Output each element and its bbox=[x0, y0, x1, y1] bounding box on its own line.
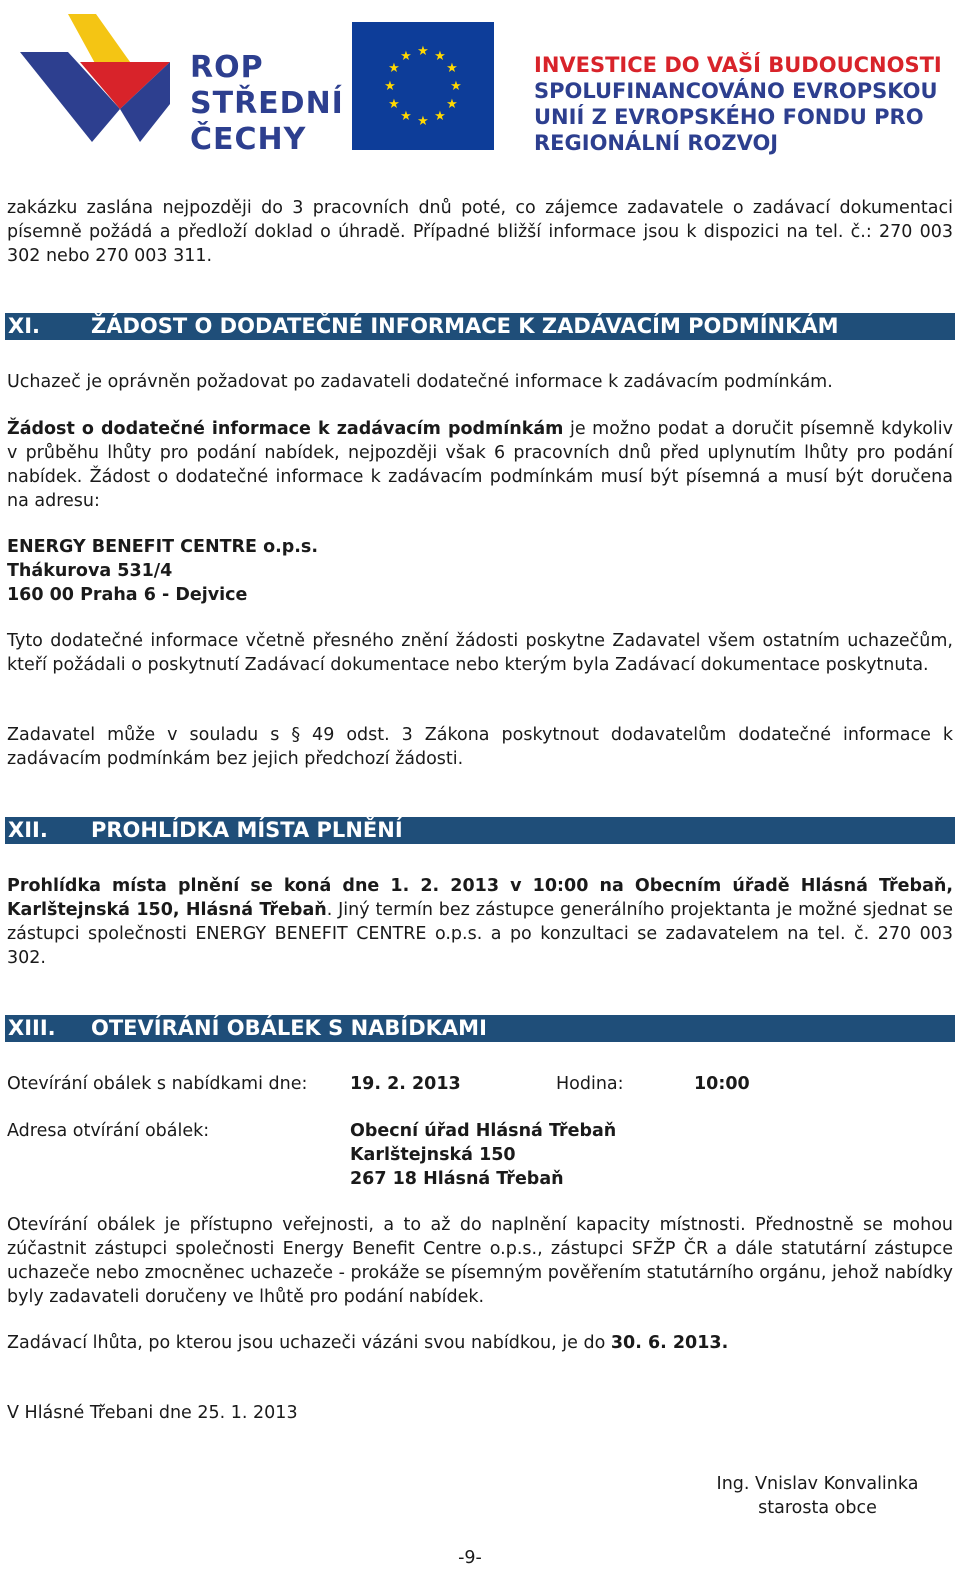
svg-text:★: ★ bbox=[388, 97, 400, 112]
eu-flag-icon bbox=[352, 22, 494, 150]
signature-role: starosta obce bbox=[758, 1498, 877, 1518]
opening-time-value: 10:00 bbox=[694, 1074, 750, 1094]
rop-logo-text: ROP STŘEDNÍ ČECHY bbox=[190, 50, 344, 157]
svg-text:★: ★ bbox=[450, 79, 462, 94]
svg-text:★: ★ bbox=[417, 44, 429, 59]
svg-text:★: ★ bbox=[388, 61, 400, 76]
page-header bbox=[0, 0, 960, 180]
svg-text:★: ★ bbox=[417, 114, 429, 129]
section-xiii-heading: XIII. OTEVÍRÁNÍ OBÁLEK S NABÍDKAMI bbox=[5, 1015, 955, 1042]
place-date: V Hlásné Třebani dne 25. 1. 2013 bbox=[7, 1403, 298, 1423]
opening-address: Obecní úřad Hlásná Třebaň Karlštejnská 150 267 18 Hlásná Třebaň bbox=[350, 1121, 617, 1189]
section-xi-paragraph-3: Tyto dodatečné informace včetně přesného znění žádosti poskytne Zadavatel všem ostatním uchazečům, kteří požádali o poskytnutí Zadávací dokumentace nebo kterým byla Zadávací dokumentace poskytnuta. bbox=[7, 631, 953, 675]
eu-slogan: INVESTICE DO VAŠÍ BUDOUCNOSTI SPOLUFINANCOVÁNO EVROPSKOU UNIÍ Z EVROPSKÉHO FONDU PRO REGIONÁLNÍ ROZVOJ bbox=[534, 53, 942, 155]
svg-text:★: ★ bbox=[384, 79, 396, 94]
section-xi-heading: XI. ŽÁDOST O DODATEČNÉ INFORMACE K ZADÁVACÍM PODMÍNKÁM bbox=[5, 313, 955, 340]
opening-date-label: Otevírání obálek s nabídkami dne: bbox=[7, 1074, 308, 1094]
section-xii-paragraph: Prohlídka místa plnění se koná dne 1. 2. 2013 v 10:00 na Obecním úřadě Hlásná Třebaň, Karlštejnská 150, Hlásná Třebaň. Jiný termín bez zástupce generálního projektanta je možné sjednat se zástupci společnosti ENERGY BENEFIT CENTRE o.p.s. a po konzultaci se zadavatelem na tel. č. 270 003 302. bbox=[7, 876, 953, 968]
section-xii-heading: XII. PROHLÍDKA MÍSTA PLNĚNÍ bbox=[5, 817, 955, 844]
svg-text:★: ★ bbox=[434, 49, 446, 64]
svg-text:★: ★ bbox=[434, 109, 446, 124]
opening-date-value: 19. 2. 2013 bbox=[350, 1074, 461, 1094]
section-xi-paragraph-4: Zadavatel může v souladu s § 49 odst. 3 Zákona poskytnout dodavatelům dodatečné informace k zadávacím podmínkám bez jejich předchozí žádosti. bbox=[7, 725, 953, 769]
intro-paragraph: zakázku zaslána nejpozději do 3 pracovních dnů poté, co zájemce zadavatele o zadávací dokumentaci písemně požádá a předloží doklad o úhradě. Případné bližší informace jsou k dispozici na tel. č.: 270 003 302 nebo 270 003 311. bbox=[7, 198, 953, 266]
signature-name: Ing. Vnislav Konvalinka bbox=[716, 1474, 919, 1494]
svg-text:★: ★ bbox=[400, 109, 412, 124]
section-xiii-paragraph-1: Otevírání obálek je přístupno veřejnosti, a to až do naplnění kapacity místnosti. Přednostně se mohou zúčastnit zástupci společnosti Energy Benefit Centre o.p.s., zástupci SFŽP ČR a dále statutární zástupce uchazeče nebo zmocněnec uchazeče - prokáže se písemným pověřením statutárního orgánu, jehož nabídky byly zadavateli doručeny ve lhůtě pro podání nabídek. bbox=[7, 1215, 953, 1307]
section-xi-address: ENERGY BENEFIT CENTRE o.p.s. Thákurova 531/4 160 00 Praha 6 - Dejvice bbox=[7, 537, 318, 605]
svg-text:★: ★ bbox=[446, 61, 458, 76]
section-xiii-paragraph-2: Zadávací lhůta, po kterou jsou uchazeči vázáni svou nabídkou, je do 30. 6. 2013. bbox=[7, 1333, 729, 1353]
opening-time-label: Hodina: bbox=[556, 1074, 624, 1094]
signature-block bbox=[700, 1472, 935, 1520]
section-xi-paragraph-1: Uchazeč je oprávněn požadovat po zadavateli dodatečné informace k zadávacím podmínkám. bbox=[7, 372, 833, 392]
opening-address-label: Adresa otvírání obálek: bbox=[7, 1121, 210, 1141]
svg-text:★: ★ bbox=[446, 97, 458, 112]
section-xi-paragraph-2: Žádost o dodatečné informace k zadávacím podmínkám je možno podat a doručit písemně kdykoliv v průběhu lhůty pro podání nabídek, nejpozději však 6 pracovních dnů před uplynutím lhůty pro podání nabídek. Žádost o dodatečné informace k zadávacím podmínkám musí být písemná a musí být doručena na adresu: bbox=[7, 419, 953, 511]
svg-text:★: ★ bbox=[400, 49, 412, 64]
page-number: -9- bbox=[458, 1548, 482, 1568]
